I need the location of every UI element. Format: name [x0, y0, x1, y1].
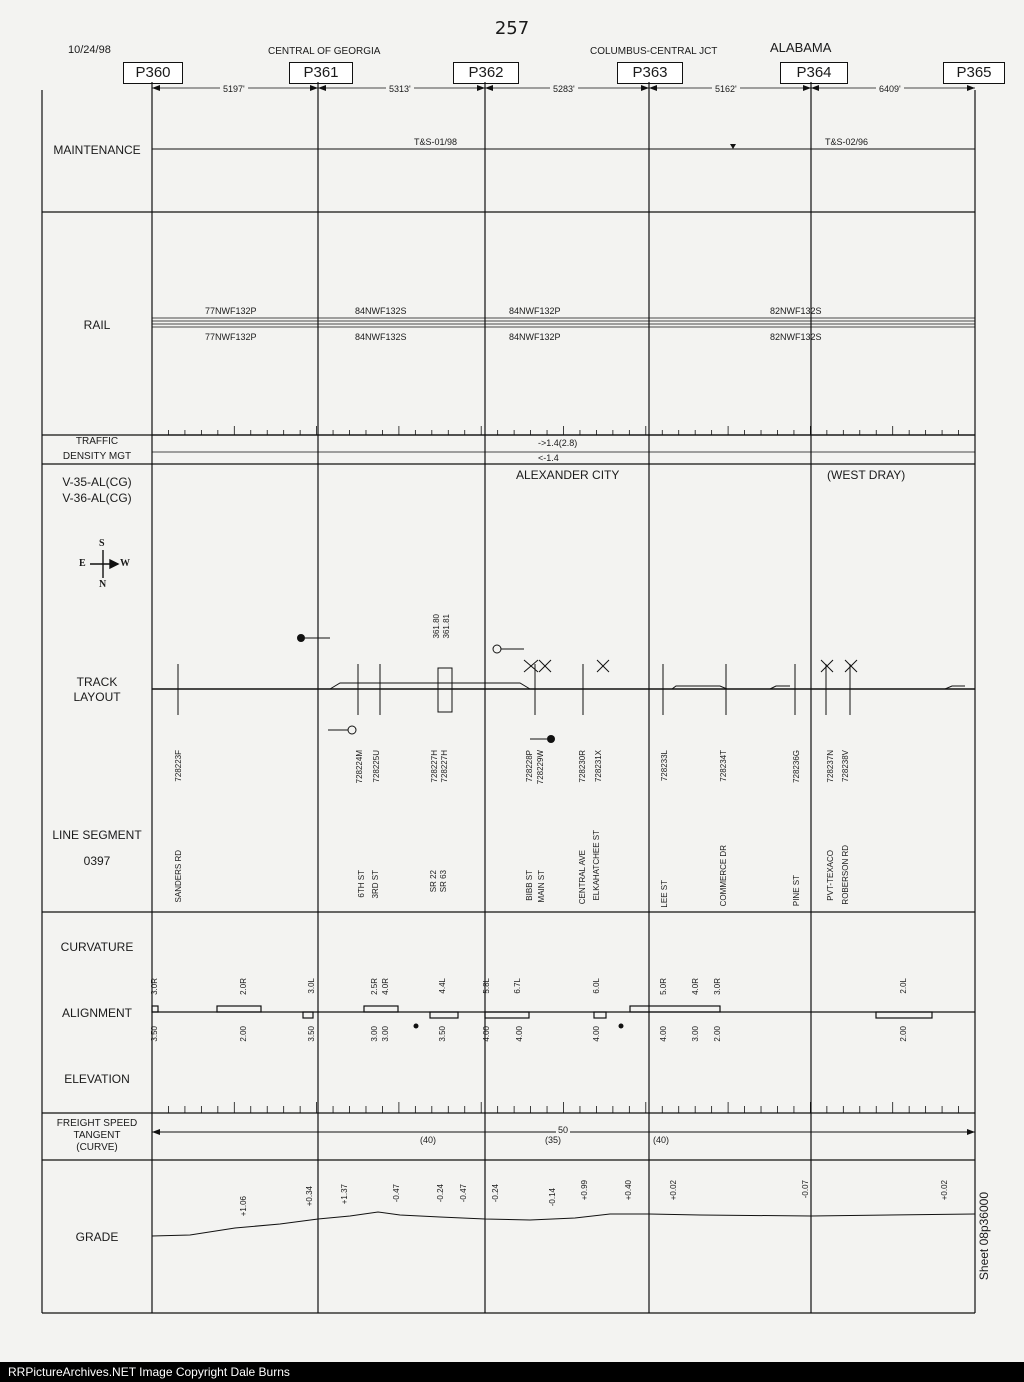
row-label-tangent: TANGENT	[73, 1130, 121, 1141]
curvature-value: 4.0R	[691, 978, 700, 995]
curvature-value: 6.7L	[513, 978, 522, 994]
crossing-id: 728227H	[440, 750, 449, 783]
traffic-upper: ->1.4(2.8)	[538, 438, 578, 448]
bridge-milepost: 361.81	[442, 614, 451, 639]
milepost-p365: P365	[943, 62, 1005, 84]
grade-value: +0.34	[305, 1186, 314, 1207]
curvature-value: 4.0R	[381, 978, 390, 995]
compass-w: W	[120, 558, 130, 569]
row-label-density: DENSITY MGT	[62, 451, 132, 462]
row-label-maintenance: MAINTENANCE	[53, 143, 141, 157]
elevation-value: 4.00	[659, 1026, 668, 1042]
curvature-value: 3.0R	[713, 978, 722, 995]
street-name: SR 22	[429, 870, 438, 893]
street-name: PVT-TEXACO	[826, 850, 835, 901]
curvature-value: 5.8L	[482, 978, 491, 994]
railroad-name: CENTRAL OF GEORGIA	[268, 46, 381, 57]
street-name: 6TH ST	[357, 870, 366, 898]
curvature-value: 2.5R	[370, 978, 379, 995]
row-label-traffic: TRAFFIC	[75, 436, 119, 447]
elevation-value: 3.00	[691, 1026, 700, 1042]
grade-value: -0.24	[491, 1184, 500, 1203]
crossing-id: 728229W	[536, 750, 545, 785]
crossing-id: 728231X	[594, 750, 603, 783]
crossing-id: 728236G	[792, 750, 801, 783]
segment-number: 0397	[83, 854, 111, 868]
rail-label: 82NWF132S	[770, 306, 822, 316]
elevation-value: 3.00	[381, 1026, 390, 1042]
distance-label: 5283'	[550, 84, 578, 94]
rail-label: 84NWF132P	[509, 306, 561, 316]
chart-date: 10/24/98	[68, 44, 111, 56]
elevation-value: 4.00	[482, 1026, 491, 1042]
subdivision-name: COLUMBUS-CENTRAL JCT	[590, 46, 718, 57]
elevation-value: 2.00	[713, 1026, 722, 1042]
row-label-elevation: ELEVATION	[64, 1072, 130, 1086]
street-name: MAIN ST	[537, 870, 546, 903]
elevation-value: 3.00	[370, 1026, 379, 1042]
milepost-p361: P361	[289, 62, 353, 84]
grade-value: -0.47	[392, 1184, 401, 1203]
station-alexander-city: ALEXANDER CITY	[516, 468, 620, 482]
street-name: SANDERS RD	[174, 850, 183, 903]
compass-e: E	[79, 558, 86, 569]
rail-label: 84NWF132S	[355, 332, 407, 342]
elevation-value: 3.50	[150, 1026, 159, 1042]
street-name: PINE ST	[792, 875, 801, 907]
crossing-id: 728228P	[525, 750, 534, 783]
distance-label: 5313'	[386, 84, 414, 94]
station-west-dray: (WEST DRAY)	[827, 468, 906, 482]
crossing-id: 728223F	[174, 750, 183, 782]
curvature-value: 2.0L	[899, 978, 908, 994]
elevation-value: 2.00	[899, 1026, 908, 1042]
crossing-id: 728230R	[578, 750, 587, 783]
crossing-id: 728224M	[355, 750, 364, 784]
elevation-value: 4.00	[592, 1026, 601, 1042]
street-name: LEE ST	[660, 880, 669, 908]
rail-label: 82NWF132S	[770, 332, 822, 342]
curvature-value: 3.0R	[150, 978, 159, 995]
grade-value: +1.37	[340, 1184, 349, 1205]
milepost-p364: P364	[780, 62, 848, 84]
elevation-value: 4.00	[515, 1026, 524, 1042]
street-name: CENTRAL AVE	[578, 850, 587, 905]
elevation-value: 3.50	[307, 1026, 316, 1042]
milepost-p362: P362	[453, 62, 519, 84]
row-label-curve: (CURVE)	[76, 1142, 118, 1153]
grade-value: +0.40	[624, 1180, 633, 1201]
grade-value: -0.07	[801, 1180, 810, 1199]
street-name: SR 63	[439, 870, 448, 893]
maintenance-entry: T&S-01/98	[414, 137, 458, 147]
curvature-value: 6.0L	[592, 978, 601, 994]
row-label-freight-speed: FREIGHT SPEED	[56, 1118, 138, 1129]
crossing-id: 728237N	[826, 750, 835, 783]
speed-curve: (35)	[545, 1135, 562, 1145]
grade-value: -0.24	[436, 1184, 445, 1203]
distance-label: 5162'	[712, 84, 740, 94]
rail-label: 77NWF132P	[205, 332, 257, 342]
elevation-value: 2.00	[239, 1026, 248, 1042]
distance-label: 5197'	[220, 84, 248, 94]
curvature-value: 2.0R	[239, 978, 248, 995]
state-name: ALABAMA	[770, 40, 832, 55]
row-label-v36: V-36-AL(CG)	[62, 491, 132, 505]
compass-n: N	[99, 579, 107, 590]
crossing-id: 728233L	[660, 750, 669, 782]
sheet-number: Sheet 08p36000	[977, 1192, 991, 1281]
grade-value: +0.99	[580, 1180, 589, 1201]
curvature-value: 5.0R	[659, 978, 668, 995]
street-name: ROBERSON RD	[841, 845, 850, 905]
street-name: 3RD ST	[371, 870, 380, 899]
row-label-layout: LAYOUT	[73, 690, 121, 704]
speed-curve: (40)	[653, 1135, 670, 1145]
bridge-milepost: 361.80	[432, 614, 441, 639]
curvature-value: 3.0L	[307, 978, 316, 994]
street-name: ELKAHATCHEE ST	[592, 830, 601, 901]
crossing-id: 728227H	[430, 750, 439, 783]
milepost-p360: P360	[123, 62, 183, 84]
milepost-p363: P363	[617, 62, 683, 84]
rail-label: 84NWF132S	[355, 306, 407, 316]
row-label-v35: V-35-AL(CG)	[62, 475, 132, 489]
grade-value: +0.02	[940, 1180, 949, 1201]
crossing-id: 728238V	[841, 750, 850, 783]
compass-s: S	[99, 538, 105, 549]
row-label-grade: GRADE	[75, 1230, 119, 1244]
elevation-value: 3.50	[438, 1026, 447, 1042]
row-label-rail: RAIL	[83, 318, 111, 332]
grade-value: -0.47	[459, 1184, 468, 1203]
street-name: BIBB ST	[525, 870, 534, 901]
crossing-id: 728234T	[719, 750, 728, 782]
grade-value: +0.02	[669, 1180, 678, 1201]
speed-tangent: 50	[558, 1125, 569, 1135]
copyright-banner: RRPictureArchives.NET Image Copyright Dale Burns	[0, 1362, 1024, 1382]
grade-value: -0.14	[548, 1188, 557, 1207]
crossing-id: 728225U	[372, 750, 381, 783]
row-label-alignment: ALIGNMENT	[61, 1006, 132, 1020]
traffic-lower: <-1.4	[538, 453, 559, 463]
curvature-value: 4.4L	[438, 978, 447, 994]
rail-label: 77NWF132P	[205, 306, 257, 316]
distance-label: 6409'	[876, 84, 904, 94]
grade-value: +1.06	[239, 1196, 248, 1217]
page-number: 257	[494, 18, 530, 39]
street-name: COMMERCE DR	[719, 845, 728, 907]
rail-label: 84NWF132P	[509, 332, 561, 342]
row-label-line-segment: LINE SEGMENT	[52, 828, 142, 842]
row-label-track: TRACK	[76, 675, 118, 689]
row-label-curvature: CURVATURE	[60, 940, 134, 954]
speed-curve: (40)	[420, 1135, 437, 1145]
maintenance-entry: T&S-02/96	[825, 137, 869, 147]
